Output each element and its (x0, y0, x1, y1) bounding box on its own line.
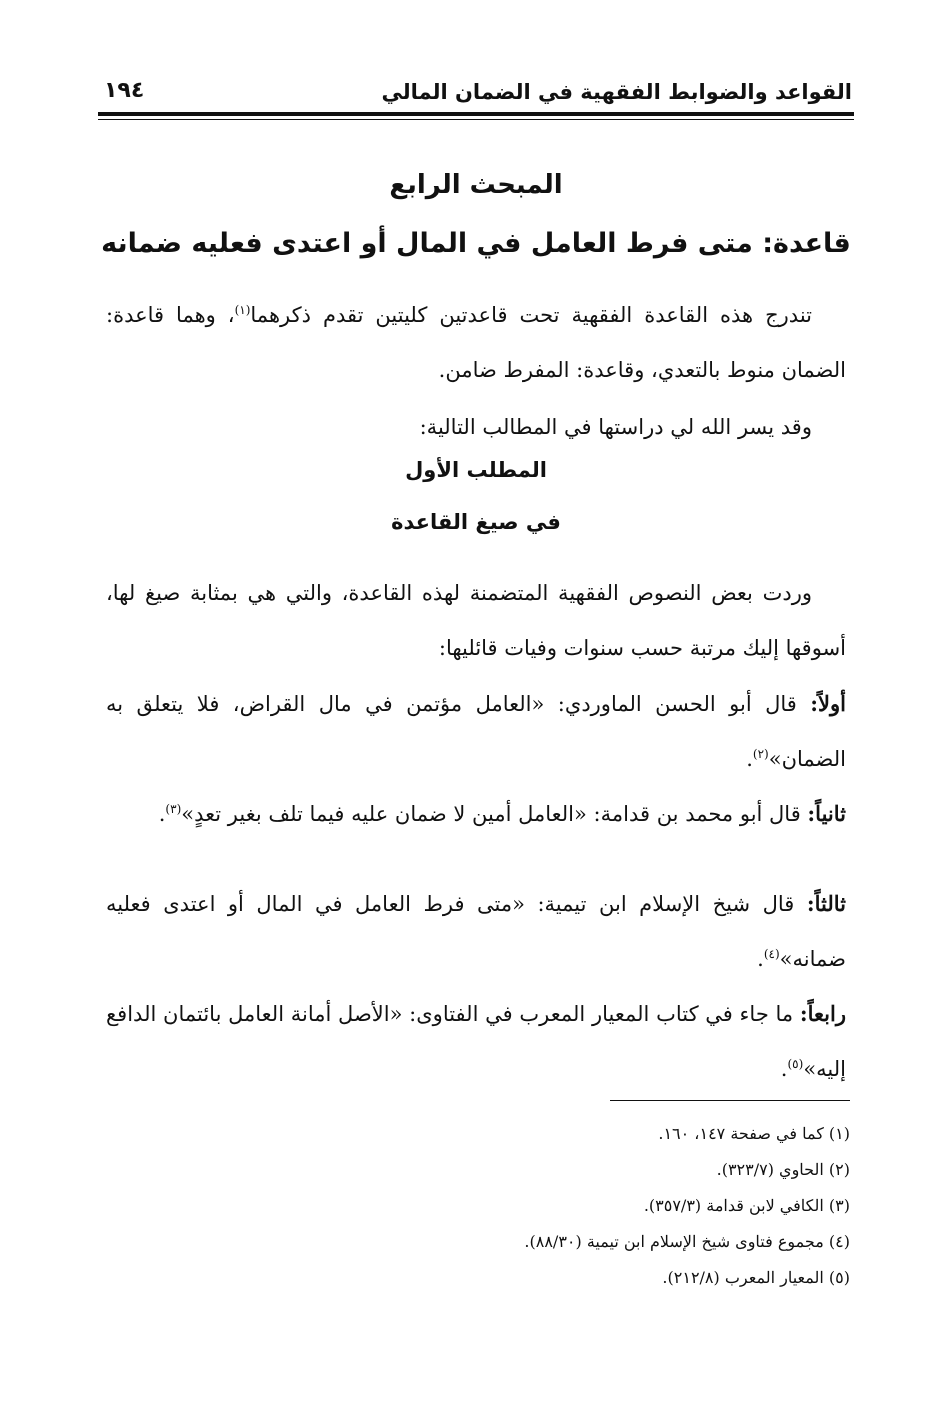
footnote-2: (٢) الحاوي (٣٢٣/٧). (716, 1160, 850, 1179)
intro-text-continued: ، وهما قاعدة: الضمان منوط بالتعدي، وقاعدة: المفرط ضامن. (106, 303, 846, 382)
footnotes-block (350, 1116, 850, 1296)
plan-paragraph: وقد يسر الله لي دراستها في المطالب التالية: (419, 415, 812, 439)
formulation-1-lead: أولاً: (810, 691, 846, 716)
formulation-4-lead: رابعاً: (799, 1001, 846, 1026)
footnote-ref-4: (٤) (763, 947, 780, 961)
formulation-4-paragraph (106, 986, 846, 1097)
formulation-2-paragraph (106, 786, 846, 842)
formulation-2-period: . (158, 802, 166, 826)
subsection-heading: المطلب الأول (405, 458, 547, 482)
formulation-2-lead: ثانياً: (807, 801, 846, 826)
section-heading: المبحث الرابع (389, 170, 563, 200)
formulation-3-text: قال شيخ الإسلام ابن تيمية: «متى فرط العامل في المال أو اعتدى فعليه ضمانه» (106, 892, 846, 971)
formulation-3-paragraph (106, 876, 846, 987)
footnote-3: (٣) الكافي لابن قدامة (٣٥٧/٣). (643, 1196, 850, 1215)
header-title: القواعد والضوابط الفقهية في الضمان المالي (381, 80, 852, 104)
intro-text: تندرج هذه القاعدة الفقهية تحت قاعدتين كليتين تقدم ذكرهما (250, 303, 813, 327)
formulation-3-period: . (757, 947, 764, 971)
footnote-1: (١) كما في صفحة ١٤٧، ١٦٠. (658, 1124, 850, 1143)
formulation-2-text: قال أبو محمد بن قدامة: «العامل أمين لا ضمان عليه فيما تلف بغير تعدٍ» (181, 802, 808, 826)
header-divider-thick (98, 112, 854, 116)
formulations-intro-paragraph: وردت بعض النصوص الفقهية المتضمنة لهذه القاعدة، والتي هي بمثابة صيغ لها، أسوقها إليك مرتبة حسب سنوات وفيات قائليها: (106, 581, 846, 660)
formulation-3-lead: ثالثاً: (806, 891, 846, 916)
footnote-4: (٤) مجموع فتاوى شيخ الإسلام ابن تيمية (٨٨/٣٠). (524, 1232, 850, 1251)
formulation-1-text: قال أبو الحسن الماوردي: «العامل مؤتمن في مال القراض، فلا يتعلق به الضمان» (106, 692, 846, 771)
rule-heading: قاعدة: متى فرط العامل في المال أو اعتدى فعليه ضمانه (101, 228, 851, 259)
footnote-ref-5: (٥) (787, 1057, 804, 1071)
footnote-divider (610, 1100, 850, 1101)
formulation-4-period: . (780, 1057, 788, 1081)
footnote-ref-1: (١) (234, 303, 251, 317)
footnote-ref-3: (٣) (165, 802, 182, 816)
footnote-5: (٥) المعيار المعرب (٢١٢/٨). (662, 1268, 850, 1287)
page-number: ١٩٤ (104, 78, 145, 103)
subsection-subtitle: في صيغ القاعدة (391, 510, 561, 534)
formulation-1-paragraph (106, 676, 846, 787)
formulation-1-period: . (746, 747, 753, 771)
header-divider-thin (98, 119, 854, 120)
intro-paragraph (106, 288, 846, 398)
footnote-ref-2: (٢) (752, 747, 769, 761)
formulation-4-text: ما جاء في كتاب المعيار المعرب في الفتاوى: «الأصل أمانة العامل بائتمان الدافع إليه» (106, 1002, 846, 1081)
